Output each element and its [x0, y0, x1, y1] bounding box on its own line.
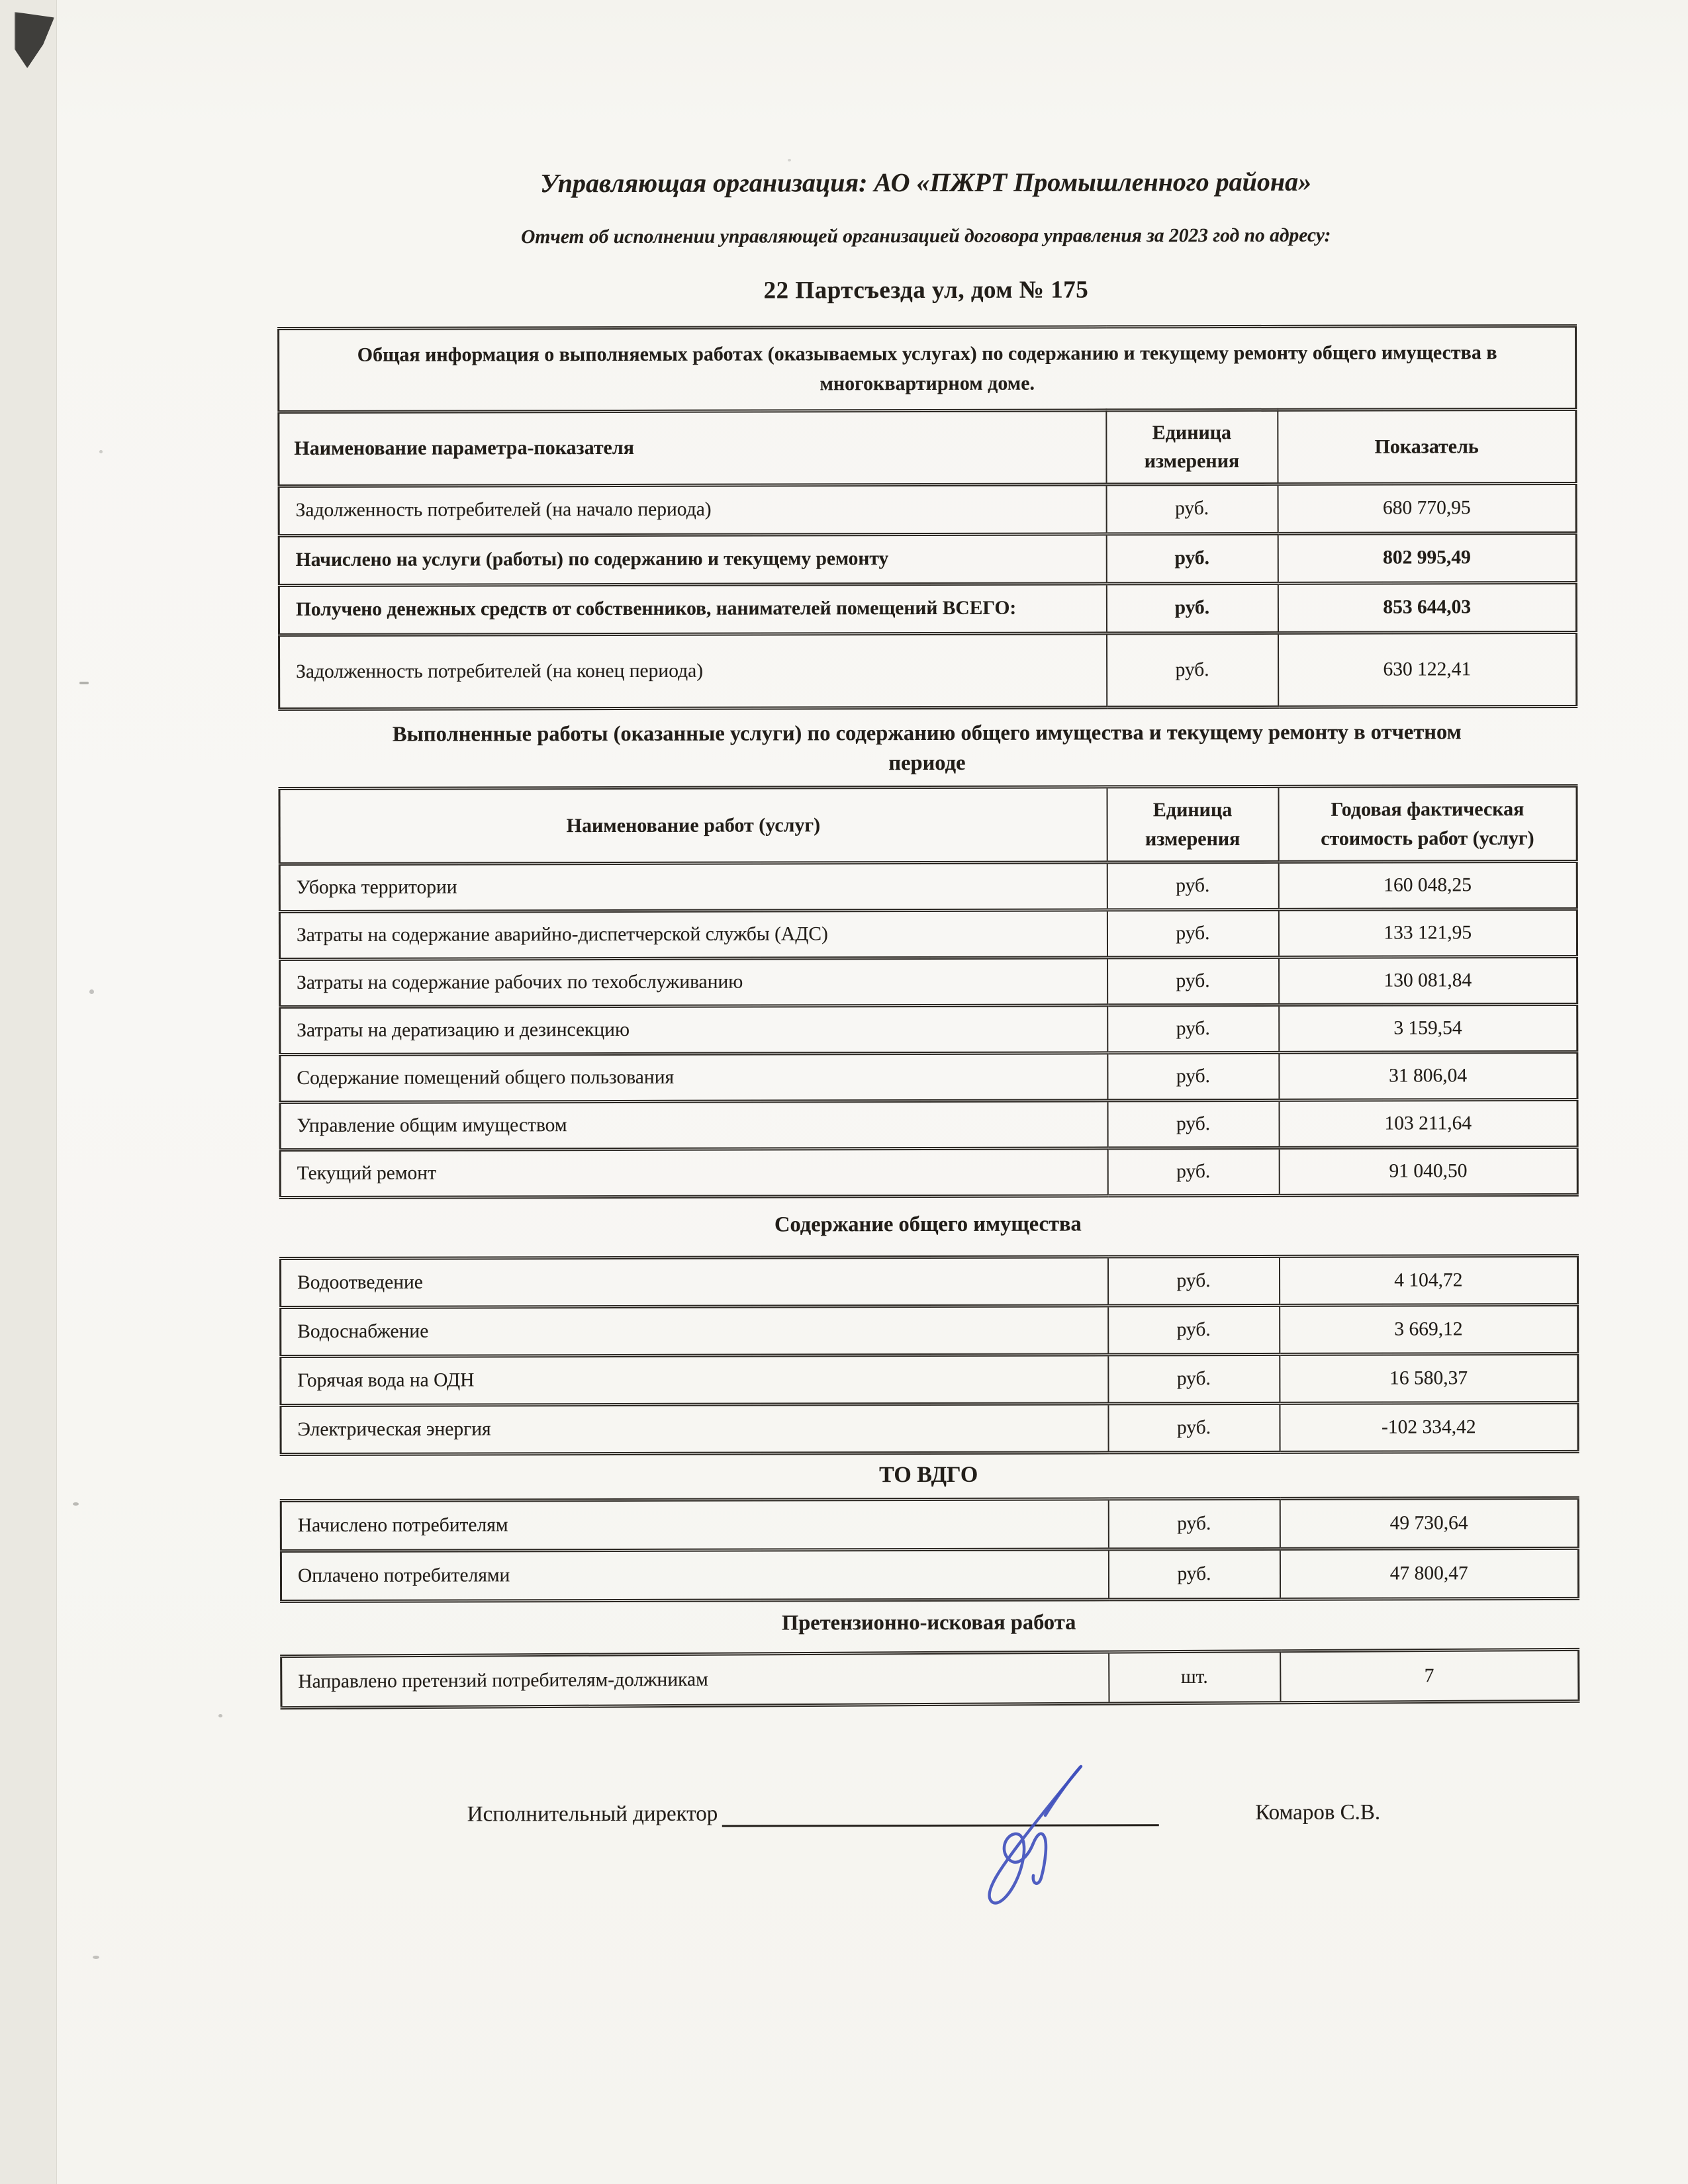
cell-name: Затраты на содержание рабочих по техобслуживанию — [280, 958, 1107, 1007]
address-line: 22 Партсъезда ул, дом № 175 — [763, 276, 1089, 304]
cell-value: 130 081,84 — [1279, 957, 1577, 1005]
cell-unit: руб. — [1107, 1005, 1279, 1054]
column-header-unit: Единица измерения — [1106, 410, 1278, 484]
cell-name: Горячая вода на ОДН — [281, 1355, 1108, 1406]
cell-value: 3 159,54 — [1279, 1005, 1577, 1053]
cell-name: Затраты на дератизацию и дезинсекцию — [280, 1005, 1107, 1055]
cell-value: 31 806,04 — [1279, 1052, 1577, 1101]
table-row — [281, 1403, 1578, 1455]
table-row — [280, 1256, 1577, 1308]
cell-value: 4 104,72 — [1279, 1256, 1577, 1306]
cell-value: 47 800,47 — [1280, 1549, 1578, 1600]
cell-unit: руб. — [1107, 1101, 1279, 1149]
table-caption-row — [279, 326, 1576, 412]
cell-unit: руб. — [1106, 583, 1278, 633]
cell-unit: руб. — [1108, 1499, 1280, 1550]
column-header-annual-cost: Годовая фактическая стоимость работ (услуг) — [1278, 786, 1577, 862]
section-title-works: Выполненные работы (оказанные услуги) по содержанию общего имущества и текущему ремонту в отчетном периоде — [392, 720, 1462, 775]
cell-name: Затраты на содержание аварийно-диспетчерской службы (АДС) — [279, 910, 1107, 960]
cell-unit: руб. — [1107, 633, 1278, 707]
scanner-edge-strip — [0, 0, 57, 2184]
cell-unit: руб. — [1107, 1053, 1279, 1101]
signature-label: Исполнительный директор — [467, 1801, 718, 1827]
table-row — [280, 957, 1577, 1007]
cell-value: 853 644,03 — [1278, 582, 1576, 633]
table-row — [281, 1305, 1578, 1357]
cell-value: 16 580,37 — [1280, 1354, 1578, 1404]
cell-name: Начислено на услуги (работы) по содержанию и текущему ремонту — [279, 534, 1106, 586]
table-caption: Общая информация о выполняемых работах (оказываемых услугах) по содержанию и текущему ремонту общего имущества в многоквартирном доме. — [279, 326, 1576, 412]
scan-speck — [99, 450, 103, 453]
cell-value: 49 730,64 — [1280, 1498, 1578, 1549]
column-header-parameter: Наименование параметра-показателя — [279, 410, 1106, 486]
cell-unit: руб. — [1107, 958, 1279, 1006]
cell-unit: руб. — [1107, 910, 1278, 958]
cell-unit: руб. — [1106, 533, 1278, 584]
cell-value: 680 770,95 — [1278, 483, 1576, 533]
signatory-name: Комаров С.В. — [1255, 1800, 1381, 1825]
cell-value: -102 334,42 — [1280, 1403, 1578, 1453]
scan-speck — [218, 1714, 222, 1717]
column-header-indicator: Показатель — [1278, 409, 1576, 484]
cell-value: 7 — [1280, 1649, 1579, 1702]
works-table — [278, 784, 1578, 1199]
cell-value: 91 040,50 — [1279, 1148, 1577, 1196]
section-title-claims: Претензионно-исковая работа — [781, 1610, 1076, 1635]
maintenance-table — [279, 1254, 1579, 1456]
cell-unit: руб. — [1106, 484, 1278, 534]
table-row — [280, 1052, 1577, 1103]
table-row — [279, 533, 1576, 585]
table-row — [281, 1498, 1578, 1551]
general-info-table — [277, 324, 1577, 711]
signature-stroke — [1045, 1767, 1080, 1815]
cell-name: Водоотведение — [280, 1257, 1107, 1308]
scan-speck — [73, 1502, 79, 1506]
report-content — [277, 0, 1578, 1828]
cell-unit: руб. — [1108, 1549, 1280, 1600]
table-row — [281, 1549, 1578, 1602]
cell-value: 802 995,49 — [1278, 533, 1576, 583]
table-row — [279, 582, 1576, 635]
cell-unit: руб. — [1107, 1148, 1279, 1197]
cell-name: Электрическая энергия — [281, 1404, 1108, 1455]
cell-name: Начислено потребителям — [281, 1499, 1108, 1551]
table-row — [281, 1649, 1579, 1707]
cell-name: Уборка территории — [279, 862, 1107, 912]
scan-speck — [79, 682, 89, 684]
cell-value: 630 122,41 — [1278, 632, 1577, 707]
cell-unit: руб. — [1108, 1355, 1280, 1404]
scan-speck — [93, 1956, 99, 1959]
report-subtitle: Отчет об исполнении управляющей организацией договора управления за 2023 год по адресу: — [521, 224, 1331, 248]
table-row — [280, 1100, 1577, 1150]
cell-unit: руб. — [1108, 1404, 1280, 1453]
signature-stroke — [990, 1766, 1081, 1903]
table-row — [280, 1005, 1577, 1055]
table-row — [280, 1148, 1577, 1198]
section-title-maintenance: Содержание общего имущества — [774, 1212, 1082, 1237]
claims-table — [280, 1648, 1579, 1709]
cell-value: 103 211,64 — [1279, 1100, 1577, 1148]
cell-name: Оплачено потребителями — [281, 1549, 1108, 1602]
vdgo-table — [280, 1496, 1579, 1603]
cell-name: Задолженность потребителей (на конец периода) — [279, 633, 1107, 709]
cell-name: Содержание помещений общего пользования — [280, 1053, 1107, 1103]
cell-name: Управление общим имуществом — [280, 1101, 1107, 1150]
cell-value: 160 048,25 — [1278, 862, 1577, 910]
table-row — [279, 862, 1577, 912]
cell-name: Направлено претензий потребителям-должникам — [281, 1652, 1109, 1708]
cell-name: Водоснабжение — [281, 1306, 1108, 1357]
cell-name: Текущий ремонт — [280, 1148, 1107, 1198]
page-title: Управляющая организация: АО «ПЖРТ Промышленного района» — [539, 166, 1312, 199]
cell-unit: руб. — [1107, 1257, 1279, 1306]
table-header-row — [279, 786, 1577, 864]
cell-value: 3 669,12 — [1280, 1305, 1578, 1355]
cell-name: Получено денежных средств от собственников, нанимателей помещений ВСЕГО: — [279, 584, 1106, 635]
scan-speck — [89, 989, 94, 994]
cell-unit: руб. — [1108, 1306, 1280, 1355]
cell-unit: шт. — [1109, 1651, 1280, 1704]
table-row — [279, 632, 1577, 709]
cell-name: Задолженность потребителей (на начало периода) — [279, 484, 1106, 536]
table-header-row — [279, 409, 1576, 486]
section-title-vdgo: ТО ВДГО — [879, 1463, 978, 1488]
column-header-unit: Единица измерения — [1107, 787, 1278, 863]
table-row — [281, 1354, 1578, 1406]
table-row — [279, 909, 1577, 960]
cell-value: 133 121,95 — [1278, 909, 1577, 958]
handwritten-signature — [914, 1713, 1178, 1931]
column-header-work-name: Наименование работ (услуг) — [279, 787, 1107, 864]
table-row — [279, 483, 1576, 535]
cell-unit: руб. — [1107, 862, 1278, 911]
